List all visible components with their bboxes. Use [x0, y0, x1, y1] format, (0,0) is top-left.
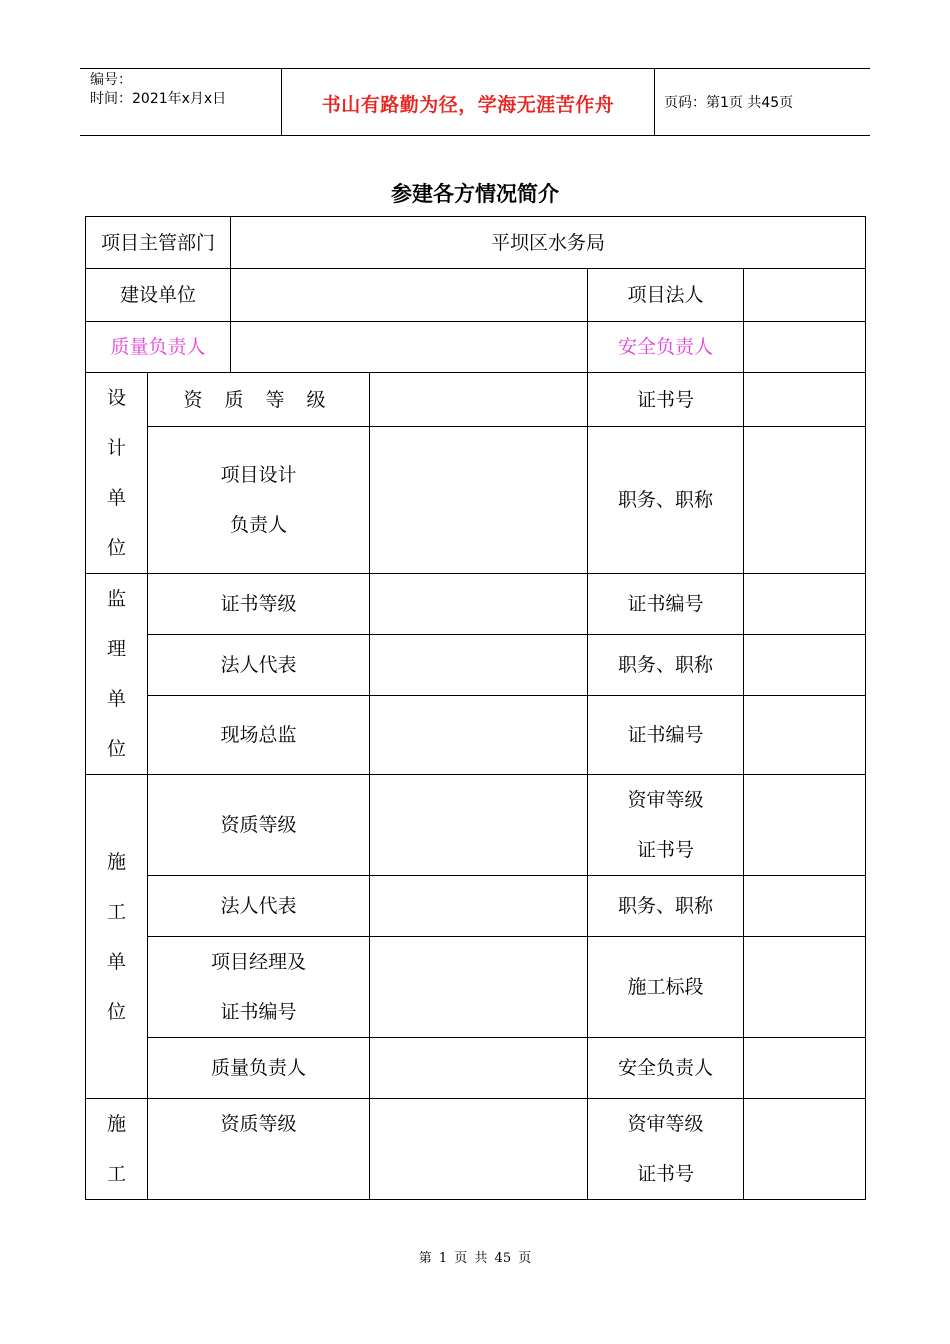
construction-qualification-value[interactable] — [370, 775, 588, 876]
project-manager-value[interactable] — [370, 937, 588, 1038]
design-unit-group-label: 设 计 单 位 — [86, 373, 148, 574]
page-footer: 第 1 页 共 45 页 — [418, 1251, 532, 1266]
construction-position-label: 职务、职称 — [588, 876, 744, 937]
supervising-dept-label: 项目主管部门 — [86, 217, 231, 269]
header-number-label: 编号： — [90, 72, 132, 88]
header-motto: 书山有路勤为径，学海无涯苦作舟 — [321, 94, 615, 116]
design-qualification-value[interactable] — [370, 373, 588, 427]
design-lead-value[interactable] — [370, 427, 588, 574]
supervision-unit-group-label: 监 理 单 位 — [86, 574, 148, 775]
construction2-review-cert-value[interactable] — [744, 1099, 866, 1200]
construction-unit-group-label: 施 工 单 位 — [86, 775, 148, 1099]
construction-quality-lead-label: 质量负责人 — [148, 1038, 370, 1099]
header-time-label: 时间：2021年x月x日 — [90, 91, 227, 107]
design-position-value[interactable] — [744, 427, 866, 574]
construction2-qualification-label: 资质等级 — [148, 1099, 370, 1200]
design-certificate-value[interactable] — [744, 373, 866, 427]
builder-value[interactable] — [231, 269, 588, 322]
quality-lead-label: 质量负责人 — [86, 322, 231, 373]
supervision-cert-no-value[interactable] — [744, 574, 866, 635]
design-lead-label: 项目设计 负责人 — [148, 427, 370, 574]
supervising-dept-value: 平坝区水务局 — [231, 217, 866, 269]
table-row — [86, 217, 866, 269]
construction-section-value[interactable] — [744, 937, 866, 1038]
supervision-position-label: 职务、职称 — [588, 634, 744, 696]
construction2-qualification-value[interactable] — [370, 1099, 588, 1200]
construction-review-cert-value[interactable] — [744, 775, 866, 876]
supervision-cert-grade-label: 证书等级 — [148, 574, 370, 635]
table-row — [86, 427, 866, 574]
header-top-border — [80, 68, 870, 69]
participants-table — [85, 216, 866, 1200]
table-row — [86, 1038, 866, 1099]
construction-quality-lead-value[interactable] — [370, 1038, 588, 1099]
table-row — [86, 876, 866, 937]
project-manager-label: 项目经理及 证书编号 — [148, 937, 370, 1038]
legal-person-value[interactable] — [744, 269, 866, 322]
construction-review-cert-label: 资审等级 证书号 — [588, 775, 744, 876]
table-row — [86, 696, 866, 775]
table-row — [86, 937, 866, 1038]
header-bottom-border — [80, 135, 870, 136]
site-supervisor-value[interactable] — [370, 696, 588, 775]
design-qualification-label: 资 质 等 级 — [148, 373, 370, 427]
construction-section-label: 施工标段 — [588, 937, 744, 1038]
table-row — [86, 373, 866, 427]
table-row — [86, 634, 866, 696]
design-position-label: 职务、职称 — [588, 427, 744, 574]
legal-person-label: 项目法人 — [588, 269, 744, 322]
supervision-cert-no-label: 证书编号 — [588, 574, 744, 635]
table-row — [86, 574, 866, 635]
table-row — [86, 269, 866, 322]
supervisor-cert-no-value[interactable] — [744, 696, 866, 775]
safety-lead-value[interactable] — [744, 322, 866, 373]
construction-legal-rep-label: 法人代表 — [148, 876, 370, 937]
header-divider-right — [654, 68, 655, 136]
header-page-code: 页码：第1页 共45页 — [664, 95, 794, 111]
supervisor-cert-no-label: 证书编号 — [588, 696, 744, 775]
construction-position-value[interactable] — [744, 876, 866, 937]
construction2-review-cert-label: 资审等级 证书号 — [588, 1099, 744, 1200]
construction-qualification-label: 资质等级 — [148, 775, 370, 876]
construction2-group-label: 施 工 — [86, 1099, 148, 1200]
table-row — [86, 775, 866, 876]
construction-safety-lead-label: 安全负责人 — [588, 1038, 744, 1099]
supervision-position-value[interactable] — [744, 634, 866, 696]
supervision-legal-rep-label: 法人代表 — [148, 634, 370, 696]
safety-lead-label: 安全负责人 — [588, 322, 744, 373]
construction-safety-lead-value[interactable] — [744, 1038, 866, 1099]
supervision-legal-rep-value[interactable] — [370, 634, 588, 696]
table-row — [86, 322, 866, 373]
quality-lead-value[interactable] — [231, 322, 588, 373]
supervision-cert-grade-value[interactable] — [370, 574, 588, 635]
document-title: 参建各方情况简介 — [391, 181, 559, 206]
table-row — [86, 1099, 866, 1200]
design-certificate-label: 证书号 — [588, 373, 744, 427]
construction-legal-rep-value[interactable] — [370, 876, 588, 937]
builder-label: 建设单位 — [86, 269, 231, 322]
site-supervisor-label: 现场总监 — [148, 696, 370, 775]
